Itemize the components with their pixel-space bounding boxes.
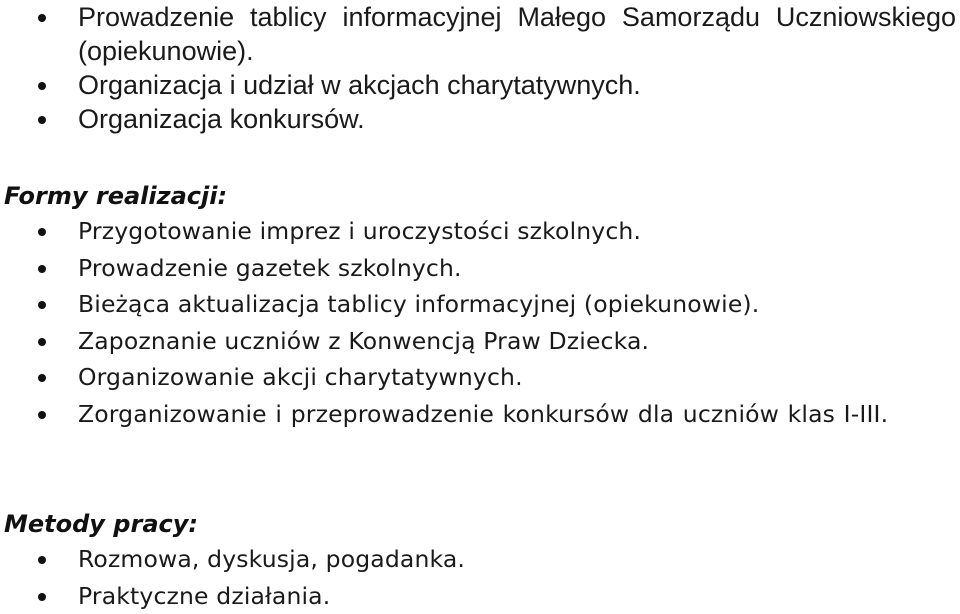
list-item (0, 323, 960, 360)
bullet-icon (38, 338, 46, 346)
list-item-text: Prowadzenie tablicy informacyjnej Małego Samorządu Uczniowskiego (opiekunowie). (78, 2, 956, 66)
bullet-icon (38, 228, 46, 236)
bullet-icon (38, 411, 46, 419)
list-item-text: Organizowanie akcji charytatywnych. (78, 363, 523, 391)
list-item (0, 578, 960, 614)
bullet-icon (38, 301, 46, 309)
bullet-icon (38, 556, 46, 564)
list-item-text: Praktyczne działania. (78, 581, 331, 610)
list-item (0, 0, 960, 68)
list-item-text: Zapoznanie uczniów z Konwencją Praw Dziecka. (78, 326, 650, 355)
list-item (0, 102, 960, 136)
bullet-icon (38, 82, 46, 90)
section-heading-forms: Formy realizacji: (4, 182, 228, 210)
list-item-text: Organizacja konkursów. (78, 104, 365, 134)
bullet-icon (38, 116, 46, 124)
list-item-text: Rozmowa, dyskusja, pogadanka. (78, 545, 466, 573)
list-item (0, 213, 960, 250)
bullet-icon (38, 14, 46, 22)
list-item-text: Zorganizowanie i przeprowadzenie konkursów dla uczniów klas I-III. (78, 399, 889, 428)
forms-list (0, 213, 960, 432)
list-item-text: Bieżąca aktualizacja tablicy informacyjnej (opiekunowie). (78, 290, 760, 318)
list-item (0, 396, 960, 433)
list-item-text: Organizacja i udział w akcjach charytatywnych. (78, 70, 641, 100)
list-item (0, 250, 960, 287)
bullet-icon (38, 265, 46, 273)
bullet-icon (38, 374, 46, 382)
list-item-text: Przygotowanie imprez i uroczystości szkolnych. (78, 217, 642, 245)
section-heading-methods: Metody pracy: (4, 510, 198, 538)
intro-list (0, 0, 960, 136)
list-item-text: Prowadzenie gazetek szkolnych. (78, 253, 462, 282)
list-item (0, 286, 960, 323)
methods-list (0, 541, 960, 614)
list-item (0, 68, 960, 102)
list-item (0, 541, 960, 578)
bullet-icon (38, 593, 46, 601)
list-item (0, 359, 960, 396)
